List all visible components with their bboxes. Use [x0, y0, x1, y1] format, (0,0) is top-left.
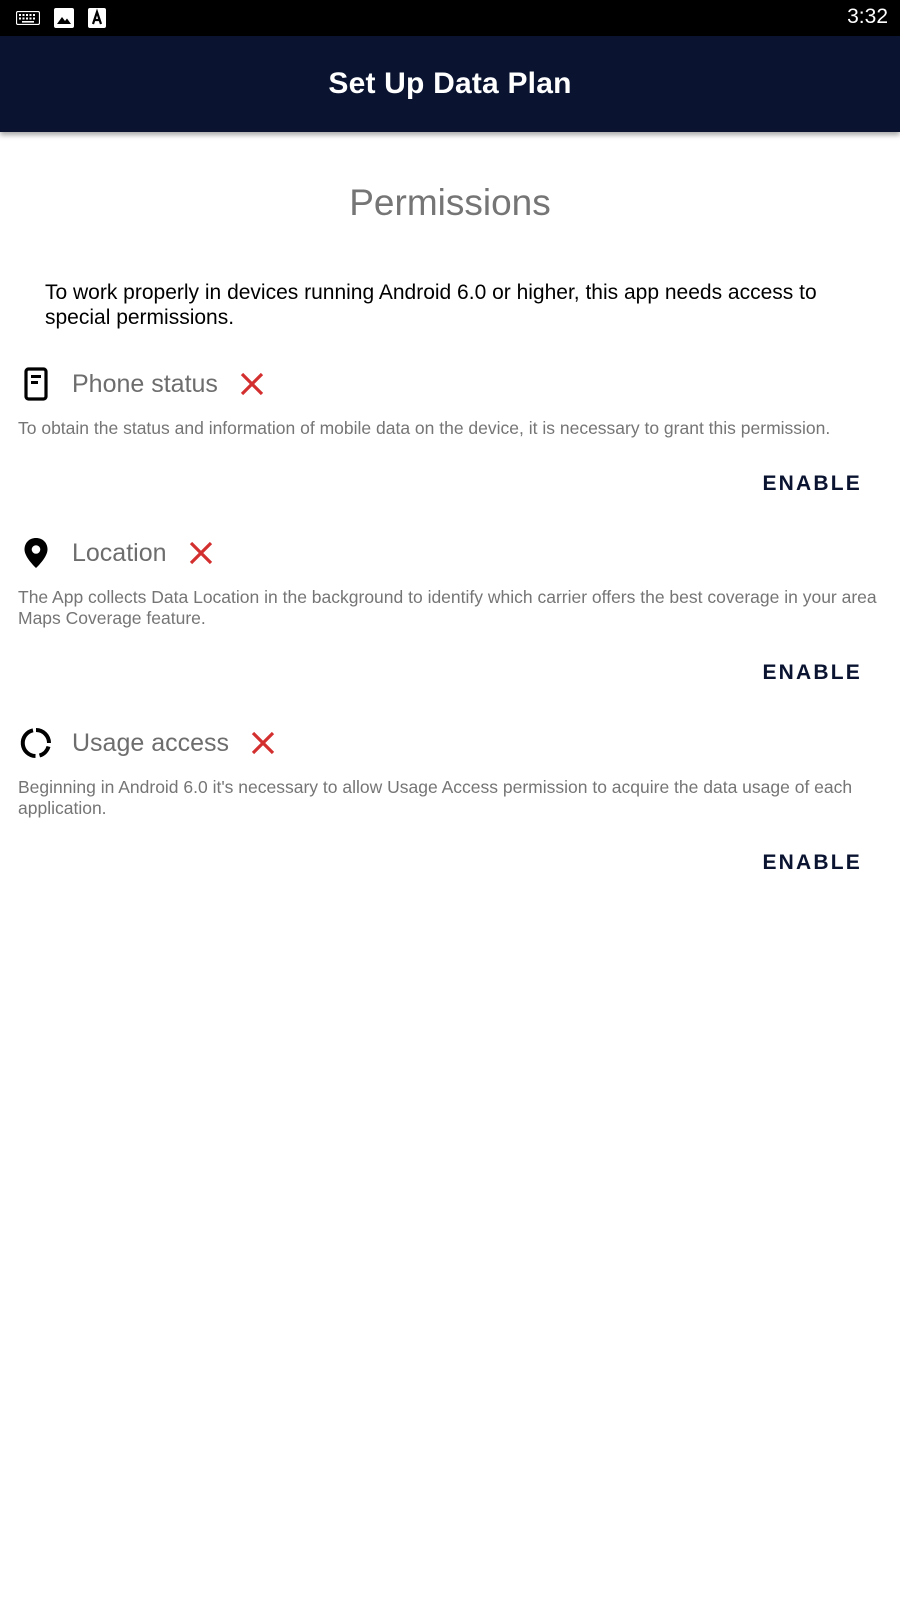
- status-time: 3:32: [847, 5, 888, 28]
- enable-location-button[interactable]: ENABLE: [762, 661, 862, 684]
- keyboard-icon: [16, 11, 40, 25]
- permission-description: The App collects Data Location in the background to identify which carrier offers the best coverage in your area Maps Coverage feature.: [18, 587, 877, 628]
- image-icon: [54, 8, 74, 28]
- phone-status-icon: [18, 362, 54, 406]
- permission-title: Usage access: [72, 728, 230, 757]
- app-bar: [0, 36, 900, 132]
- denied-x-icon: [240, 372, 264, 396]
- denied-x-icon: [189, 541, 213, 565]
- text-a-icon: [88, 8, 106, 28]
- permission-description: Beginning in Android 6.0 it's necessary to allow Usage Access permission to acquire the data usage of each application.: [18, 777, 853, 818]
- enable-phone-status-button[interactable]: ENABLE: [762, 472, 862, 495]
- usage-access-icon: [18, 721, 54, 765]
- permission-title: Location: [72, 538, 167, 567]
- location-pin-icon: [18, 531, 54, 575]
- permission-header: [18, 721, 275, 765]
- denied-x-icon: [251, 731, 275, 755]
- permission-description: To obtain the status and information of mobile data on the device, it is necessary to grant this permission.: [18, 418, 831, 438]
- permission-header: [18, 362, 264, 406]
- status-icons: [16, 8, 106, 28]
- page-heading: Permissions: [349, 182, 551, 223]
- permission-header: [18, 531, 213, 575]
- permission-title: Phone status: [72, 369, 218, 398]
- status-bar: [0, 0, 900, 36]
- app-title: Set Up Data Plan: [328, 67, 572, 100]
- enable-usage-access-button[interactable]: ENABLE: [762, 851, 862, 874]
- intro-text: To work properly in devices running Android 6.0 or higher, this app needs access to special permissions.: [45, 281, 817, 329]
